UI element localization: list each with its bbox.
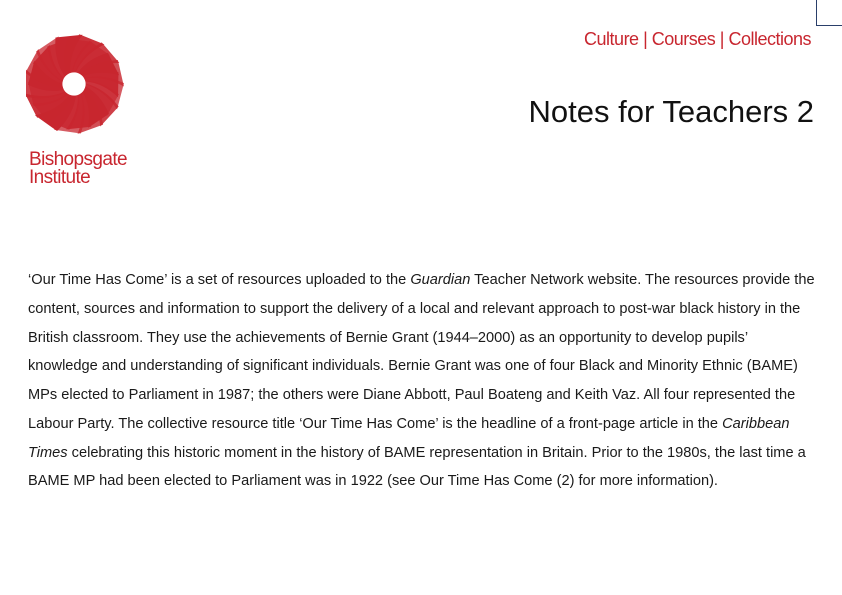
body-text-part-3: celebrating this historic moment in the history of BAME representation in Britain. Prior to the 1980s, the last time a BAME MP had been elected to Parliament was in 1922 (see Our Time Has Come (2) for more information). (28, 444, 806, 490)
corner-decoration (816, 0, 842, 26)
logo-line-2: Institute (29, 167, 91, 188)
body-paragraph (28, 266, 818, 496)
logo (26, 26, 146, 151)
logo-line-1: Bishopsgate (29, 149, 127, 170)
tagline: Culture | Courses | Collections (584, 29, 811, 49)
body-emphasis-caribbean-times: Caribbean Times (28, 415, 790, 461)
logo-wordmark (29, 151, 127, 187)
spiral-sunburst-icon (26, 26, 146, 151)
page-title: Notes for Teachers 2 (528, 94, 814, 129)
body-text-part-2: Teacher Network website. The resources provide the content, sources and information to support the delivery of a local and relevant approach to post-war black history in the British classroom. They use the achievements of Bernie Grant (1944–2000) as an opportunity to develop pupils’ knowledge and understanding of significant individuals. Bernie Grant was one of four Black and Minority Ethnic (BAME) MPs elected to Parliament in 1987; the others were Diane Abbott, Paul Boateng and Keith Vaz. All four represented the Labour Party. The collective resource title ‘Our Time Has Come’ is the headline of a front-page article in the (28, 272, 815, 432)
body-text-part-1: ‘Our Time Has Come’ is a set of resources uploaded to the (28, 272, 411, 288)
body-emphasis-guardian: Guardian (410, 272, 471, 288)
